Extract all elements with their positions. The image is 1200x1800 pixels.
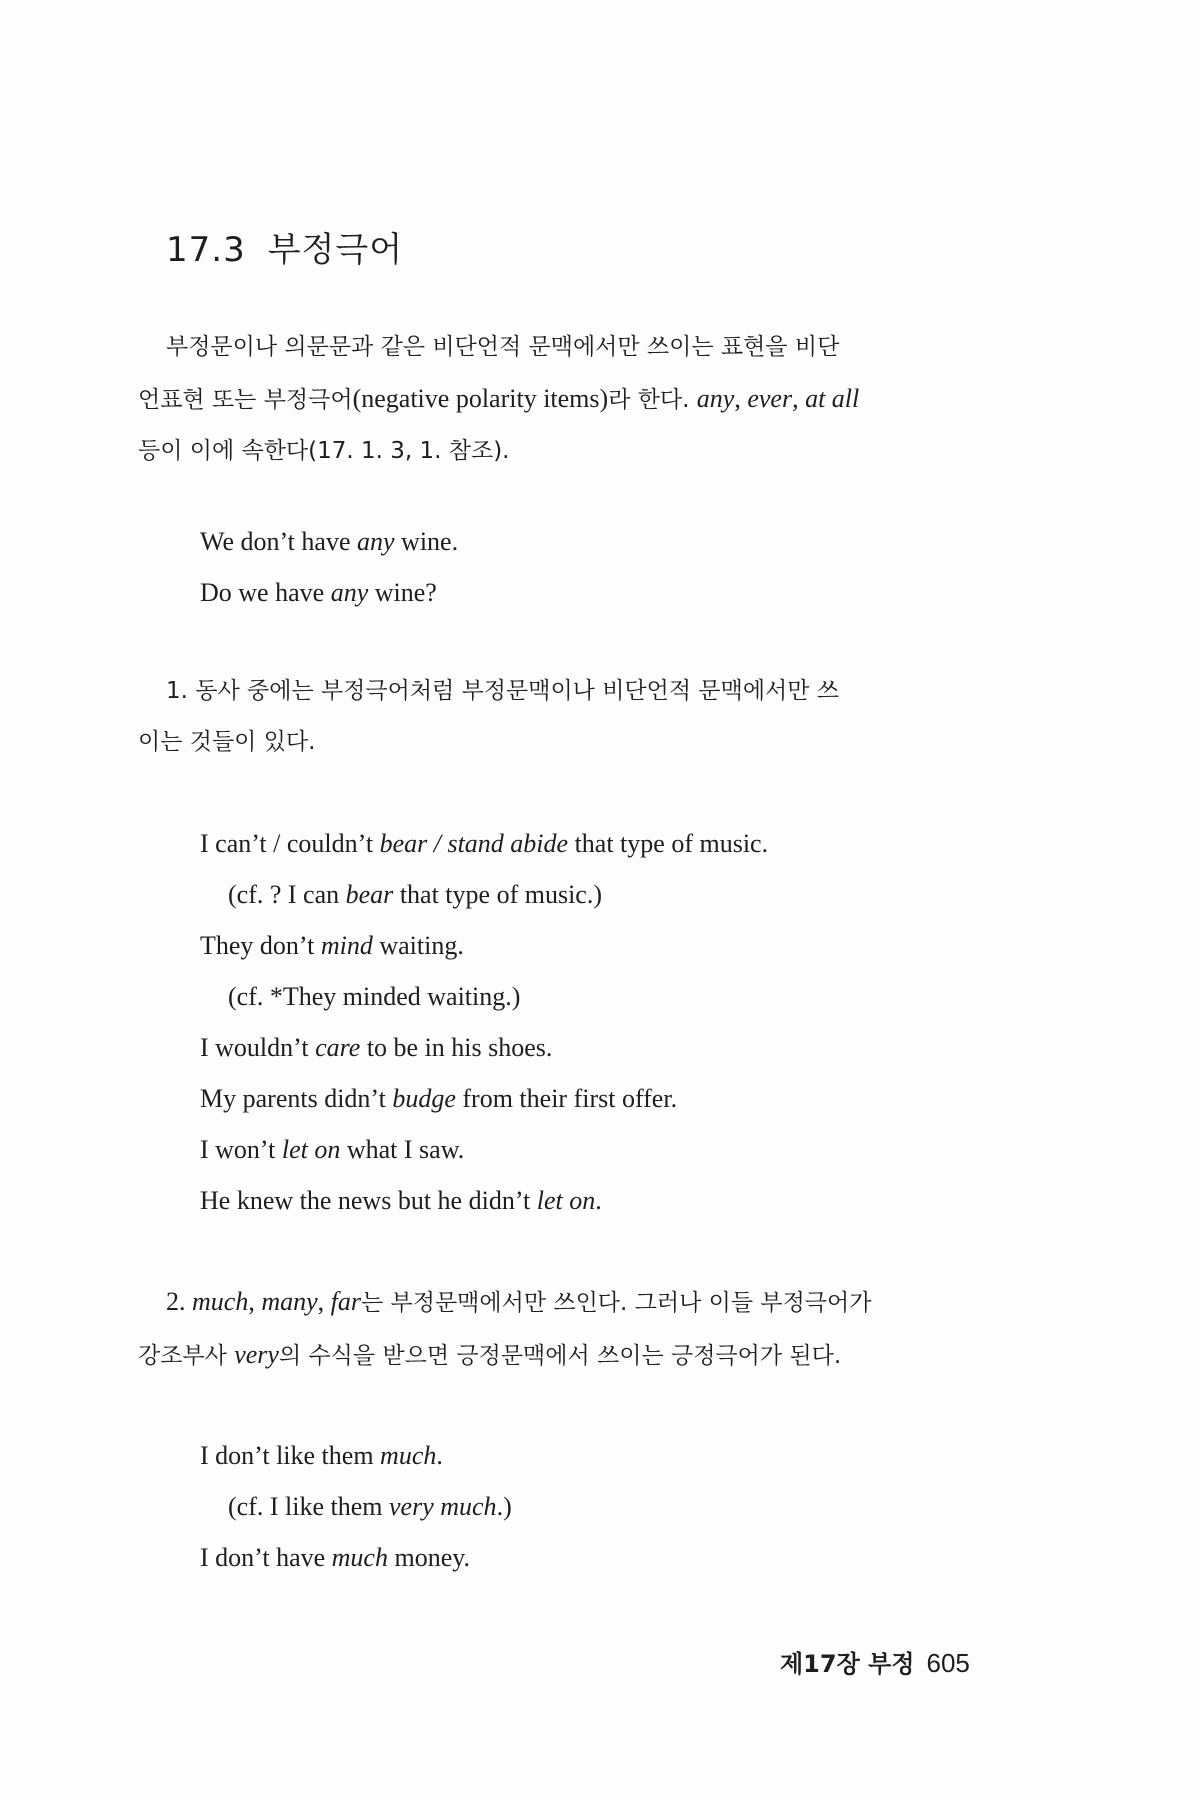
section-number: 17.3	[166, 230, 246, 270]
page-footer	[780, 1644, 970, 1679]
example-sentence: I can’t / couldn’t bear / stand abide that type of music.	[200, 829, 769, 858]
examples-much	[200, 1430, 1020, 1583]
example-sentence: I wouldn’t care to be in his shoes.	[200, 1033, 553, 1062]
example-comparison: (cf. *They minded waiting.)	[228, 982, 521, 1011]
point-1-line-2: 이는 것들이 있다.	[138, 729, 316, 755]
section-title: 부정극어	[267, 230, 404, 270]
example-sentence: I don’t have much money.	[200, 1543, 471, 1572]
chapter-label: 제17장 부정	[780, 1650, 915, 1678]
examples-any	[200, 516, 1020, 618]
point-1-paragraph	[138, 666, 1018, 768]
example-sentence: My parents didn’t budge from their first offer.	[200, 1084, 678, 1113]
intro-line-1: 부정문이나 의문문과 같은 비단언적 문맥에서만 쓰이는 표현을 비단	[166, 334, 840, 360]
section-heading	[166, 222, 403, 271]
example-sentence: They don’t mind waiting.	[200, 931, 464, 960]
example-comparison: (cf. ? I can bear that type of music.)	[228, 880, 602, 909]
page-number: 605	[926, 1648, 970, 1678]
examples-verbs	[200, 818, 1020, 1226]
intro-paragraph	[138, 322, 1018, 477]
example-comparison: (cf. I like them very much.)	[228, 1492, 512, 1521]
point-1-line-1: 1. 동사 중에는 부정극어처럼 부정문맥이나 비단언적 문맥에서만 쓰	[166, 678, 840, 704]
intro-line-2: 언표현 또는 부정극어(negative polarity items)라 한다. any, ever, at all	[138, 384, 860, 413]
example-sentence: I don’t like them much.	[200, 1441, 443, 1470]
example-sentence: I won’t let on what I saw.	[200, 1135, 465, 1164]
example-sentence: He knew the news but he didn’t let on.	[200, 1186, 602, 1215]
point-2-paragraph	[138, 1276, 1018, 1382]
example-sentence: We don’t have any wine.	[200, 527, 459, 556]
example-sentence: Do we have any wine?	[200, 578, 437, 607]
point-2-line-1: 2. much, many, far는 부정문맥에서만 쓰인다. 그러나 이들 부정극어가	[166, 1287, 872, 1316]
point-2-line-2: 강조부사 very의 수식을 받으면 긍정문맥에서 쓰이는 긍정극어가 된다.	[138, 1340, 842, 1369]
intro-line-3: 등이 이에 속한다(17. 1. 3, 1. 참조).	[138, 438, 510, 464]
